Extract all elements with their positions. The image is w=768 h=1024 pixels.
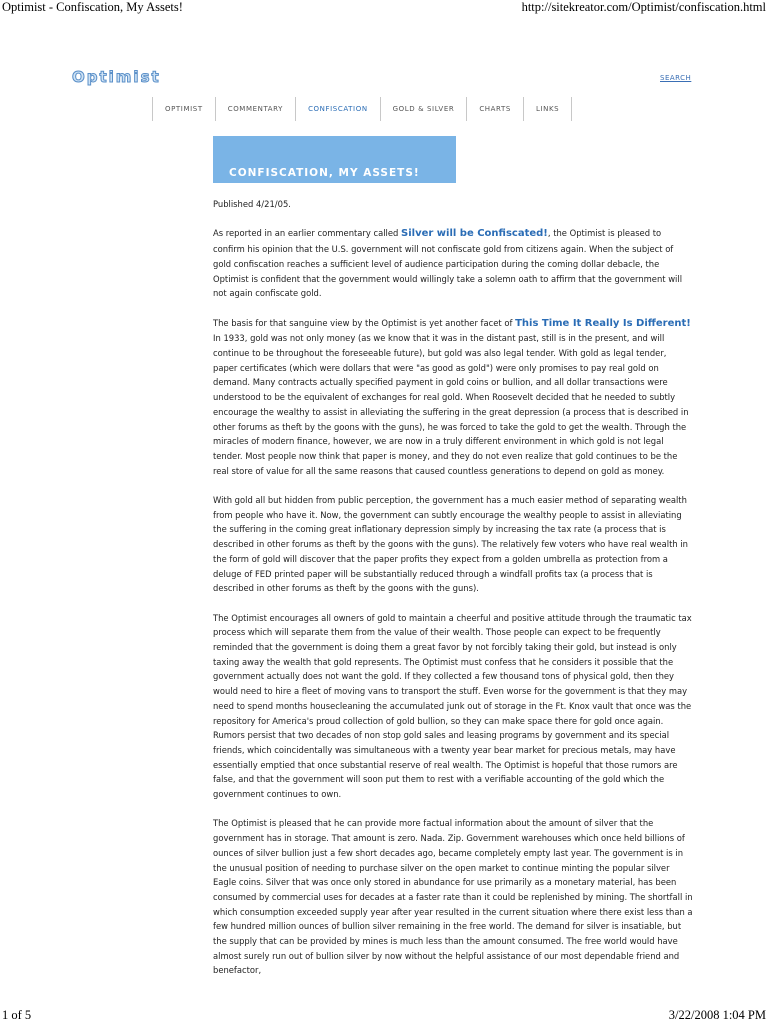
paragraph-5: The Optimist is pleased that he can provide more factual information about the amount of silver that the government has in storage. That amount is zero. Nada. Zip. Government warehouses which once held billions of ounces of silver bullion just a few short decades ago, became completely empty last year. The government is in the unusual position of needing to purchase silver on the open market to continue minting the popular silver Eagle coins. Silver that was once only stored in abundance for use primarily as a monetary material, has been consumed by commercial uses for decades at a faster rate than it could be replenished by mining. The shortfall in which consumption exceeded supply year after year resulted in the current situation where there exist less than a few hundred million ounces of bullion silver remaining in the free world. The demand for silver is insatiable, but the supply that can be provided by mines is much less than the amount consumed. The free world would have almost surely run out of bullion silver by now without the helpful assistance of our most dependable friend and benefactor, [213,818,693,976]
paragraph-3: With gold all but hidden from public perception, the government has a much easier method of separating wealth from people who have it. Now, the government can subtly encourage the wealthy people to assist in alleviating the suffering in the coming great inflationary depression simply by increasing the tax rate (a process that is described in other forums as theft by the goons with the guns). The relatively few voters who have real wealth in the form of gold will discover that the paper profits they expect from a golden umbrella as protection from a deluge of FED printed paper will be substantially reduced through a windfall profits tax (a process that is described in other forums as theft by the goons with the guns). [213,495,688,594]
page-banner [213,136,456,183]
search-link[interactable]: SEARCH [660,74,692,82]
paragraph-1 [213,226,693,301]
print-header [0,0,768,16]
print-footer [0,1008,768,1024]
print-timestamp: 3/22/2008 1:04 PM [668,1008,766,1022]
paragraph-2-text: In 1933, gold was not only money (as we know that it was in the distant past, still is in the present, and will continue to be throughout the foreseeable future), but gold was also legal tender. With gold as legal tender, paper certificates (which were dollars that were "as good as gold") were only promises to pay real gold on demand. Many contracts actually specified payment in gold coins or bullion, and all dollar transactions were understood to be the equivalent of exchanges for real gold. When Roosevelt decided that he needed to subtly encourage the wealthy to assist in alleviating the suffering in the great depression (a process that is described in other forums as theft by the goons with the guns), he was forced to take the gold to get the wealth. Through the miracles of modern finance, however, we are now in a truly different environment in which gold is not legal tender. Most people now think that paper is money, and they do not even realize that gold continues to be the real store of value for all the same reasons that caused countless generations to depend on gold as money. [213,333,689,476]
site-logo[interactable]: Optimist [72,68,161,86]
main-nav [152,97,572,121]
nav-item-commentary[interactable]: COMMENTARY [216,97,296,121]
nav-item-gold-silver[interactable]: GOLD & SILVER [381,97,468,121]
print-header-title: Optimist - Confiscation, My Assets! [2,0,183,14]
paragraph-4: The Optimist encourages all owners of gold to maintain a cheerful and positive attitude through the traumatic tax process which will separate them from the value of their wealth. Those people can expect to be frequently reminded that the government is doing them a great favor by not forcibly taking their gold, but instead is only taxing away the wealth that gold represents. The Optimist must confess that he considers it possible that the government actually does not want the gold. If they collected a few thousand tons of physical gold, then they would need to hire a fleet of moving vans to transport the stuff. Even worse for the government is that they may need to spend months housecleaning the accumulated junk out of storage in the Ft. Knox vault that once was the repository for America's proud collection of gold bullion, so they can make space there for gold once again. Rumors persist that two decades of non stop gold sales and leasing programs by government and its special friends, which coincidentally was simultaneous with a twenty year bear market for precious metals, may have essentially emptied that once substantial reserve of real wealth. The Optimist is hopeful that those rumors are false, and that the government will soon put them to rest with a verifiable accounting of the gold which the government continues to own. [213,612,692,800]
nav-item-confiscation[interactable]: CONFISCATION [296,97,381,121]
paragraph-1-text: , the Optimist is pleased to confirm his opinion that the U.S. government will not confiscate gold from citizens again. When the subject of gold confiscation reaches a sufficient level of audience participation during the coming dollar debacle, the Optimist is confident that the government would willingly take a solemn oath to affirm that the government will not again confiscate gold. [213,228,683,299]
paragraph-2 [213,316,693,479]
print-header-url: http://sitekreator.com/Optimist/confiscation.html [521,0,766,14]
published-date: Published 4/21/05. [213,199,291,209]
nav-item-charts[interactable]: CHARTS [467,97,524,121]
silver-confiscated-link[interactable]: Silver will be Confiscated! [401,228,548,240]
paragraph-2-lead: The basis for that sanguine view by the Optimist is yet another facet of [213,317,516,328]
page-title: CONFISCATION, MY ASSETS! [229,167,420,179]
paragraph-1-lead: As reported in an earlier commentary called [213,228,402,239]
nav-item-optimist[interactable]: OPTIMIST [153,97,216,121]
this-time-different-link[interactable]: This Time It Really Is Different! [515,317,691,329]
page-count: 1 of 5 [2,1008,32,1022]
nav-item-links[interactable]: LINKS [524,97,572,121]
article-body [213,197,693,993]
